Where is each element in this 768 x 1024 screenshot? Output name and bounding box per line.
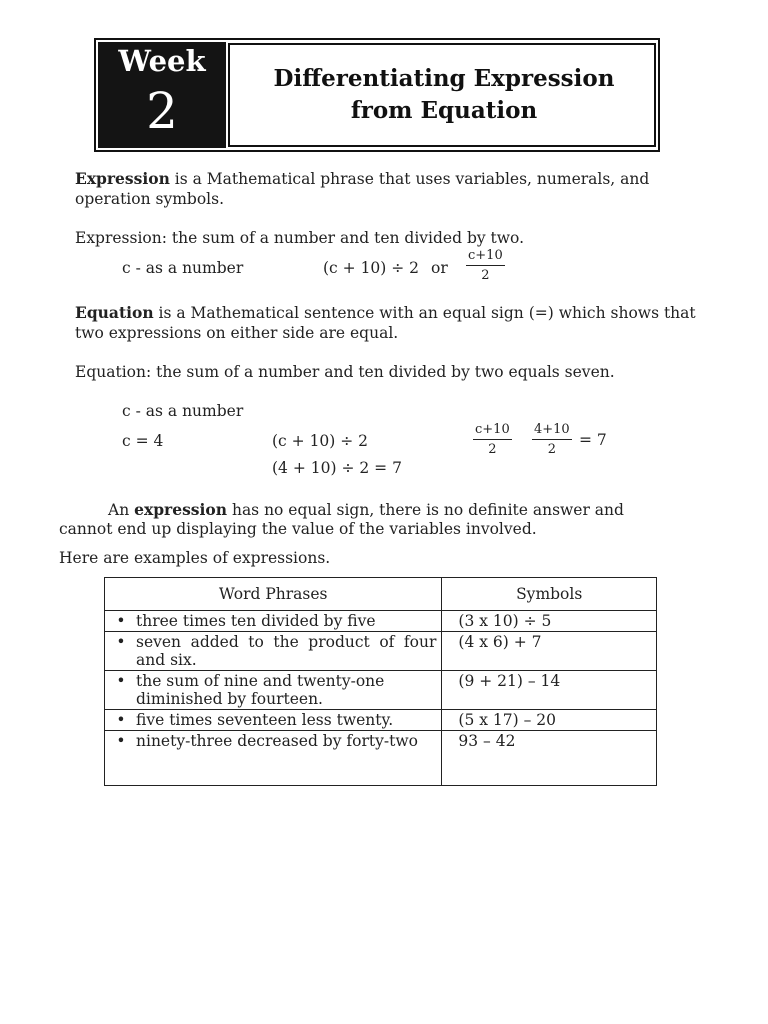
title-box bbox=[228, 43, 656, 147]
equation-symbolic: (c + 10) ÷ 2 bbox=[272, 432, 369, 450]
equation-term: Equation bbox=[75, 303, 154, 322]
expression-var-note: c - as a number bbox=[122, 259, 244, 277]
equation-definition bbox=[75, 303, 715, 323]
table-row bbox=[105, 731, 657, 786]
examples-table bbox=[104, 577, 657, 786]
bullet: • bbox=[116, 633, 126, 651]
equation-definition-line2: two expressions on either side are equal. bbox=[75, 324, 399, 342]
table-row bbox=[105, 710, 657, 731]
symbol: (9 + 21) – 14 bbox=[442, 671, 657, 710]
equation-definition-line1: is a Mathematical sentence with an equal sign (=) which shows that bbox=[153, 304, 696, 322]
expression-or: or bbox=[431, 259, 448, 277]
expression-fraction bbox=[466, 248, 505, 283]
bullet: • bbox=[116, 732, 126, 750]
symbol: (3 x 10) ÷ 5 bbox=[442, 611, 657, 632]
bullet: • bbox=[116, 612, 126, 630]
word-phrase: three times ten divided by five bbox=[136, 612, 376, 630]
examples-intro: Here are examples of expressions. bbox=[59, 549, 331, 567]
equation-fraction-1 bbox=[473, 422, 512, 457]
expression-definition bbox=[75, 169, 705, 189]
table-row bbox=[105, 632, 657, 671]
expression-example-text: Expression: the sum of a number and ten divided by two. bbox=[75, 229, 525, 247]
table-header-row bbox=[105, 578, 657, 611]
expression-symbolic: (c + 10) ÷ 2 bbox=[323, 259, 420, 277]
fraction-denominator: 2 bbox=[488, 442, 497, 457]
fraction-numerator: c+10 bbox=[466, 248, 505, 266]
equation-substituted: (4 + 10) ÷ 2 = 7 bbox=[272, 459, 402, 477]
bullet: • bbox=[116, 672, 126, 690]
equation-var-note: c - as a number bbox=[122, 402, 244, 420]
fraction-denominator: 2 bbox=[481, 268, 490, 283]
equation-c-value: c = 4 bbox=[122, 432, 164, 450]
word-phrase: ninety-three decreased by forty-two bbox=[136, 732, 418, 750]
bullet: • bbox=[116, 711, 126, 729]
page-title-line2: from Equation bbox=[350, 97, 538, 124]
fraction-denominator: 2 bbox=[547, 442, 556, 457]
note-line1: has no equal sign, there is no definite answer and bbox=[227, 501, 624, 519]
fraction-numerator: 4+10 bbox=[532, 422, 572, 440]
word-phrase: the sum of nine and twenty-one diminished by fourteen. bbox=[136, 672, 385, 708]
expression-definition-line1: is a Mathematical phrase that uses variables, numerals, and bbox=[169, 170, 650, 188]
expression-term: Expression bbox=[75, 169, 170, 188]
expression-definition-line2: operation symbols. bbox=[75, 190, 225, 208]
note-term: expression bbox=[134, 500, 228, 519]
word-phrase: seven added to the product of four and six. bbox=[136, 633, 437, 669]
week-number: 2 bbox=[146, 82, 178, 140]
week-label: Week bbox=[118, 44, 206, 78]
equation-example-text: Equation: the sum of a number and ten divided by two equals seven. bbox=[75, 363, 615, 381]
symbol: (4 x 6) + 7 bbox=[442, 632, 657, 671]
expression-note bbox=[108, 500, 713, 520]
equation-fraction-result: = 7 bbox=[579, 431, 607, 449]
note-lead: An bbox=[108, 501, 135, 519]
week-badge bbox=[98, 42, 226, 148]
expression-note-line2: cannot end up displaying the value of the variables involved. bbox=[59, 520, 537, 538]
table-row bbox=[105, 611, 657, 632]
word-phrase: five times seventeen less twenty. bbox=[136, 711, 394, 729]
page-title-line1: Differentiating Expression bbox=[273, 65, 615, 92]
column-header-symbols: Symbols bbox=[442, 578, 657, 611]
equation-fraction-2 bbox=[532, 422, 572, 457]
fraction-numerator: c+10 bbox=[473, 422, 512, 440]
column-header-word-phrases: Word Phrases bbox=[105, 578, 442, 611]
table-row bbox=[105, 671, 657, 710]
symbol: (5 x 17) – 20 bbox=[442, 710, 657, 731]
symbol: 93 – 42 bbox=[442, 731, 657, 786]
